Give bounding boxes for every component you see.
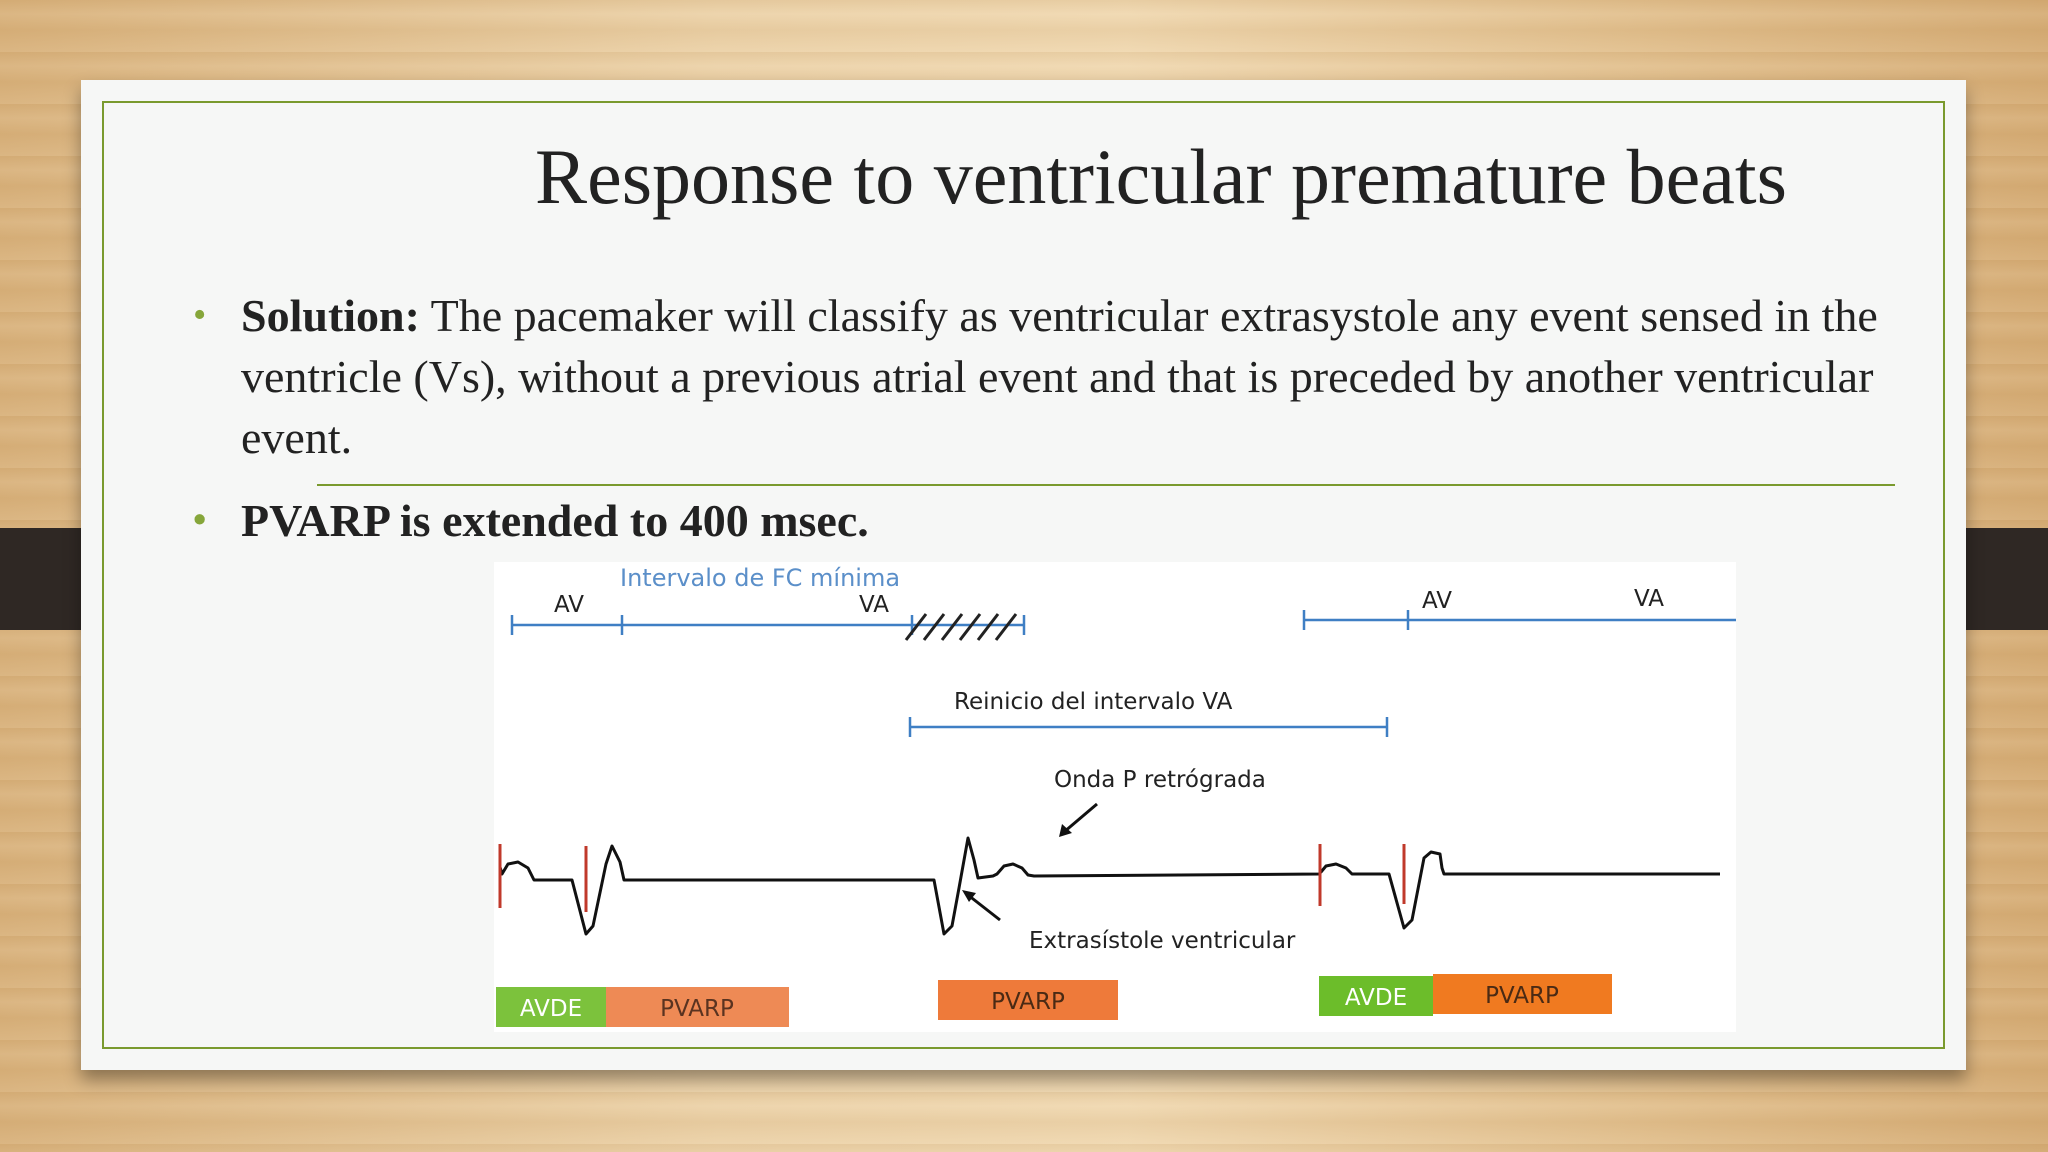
va-label-1: VA [859, 592, 889, 618]
va-label-2: VA [1634, 586, 1664, 612]
svg-text:AVDE: AVDE [1344, 985, 1408, 1011]
bullet-pvarp-text: PVARP is extended to 400 msec. [241, 495, 869, 546]
diagram-background [494, 562, 1736, 1032]
timing-bar-pvarp-3 [1433, 974, 1612, 1014]
text-underline [317, 484, 1895, 486]
retrograde-p-label: Onda P retrógrada [1054, 767, 1266, 793]
bullet-list [193, 285, 1953, 551]
va-reset-label: Reinicio del intervalo VA [954, 689, 1233, 715]
timing-bar-pvarp-2 [938, 980, 1118, 1020]
bullet-solution-text: The pacemaker will classify as ventricular extrasystole any event sensed in the ventricle (Vs), without a previous atrial event and that is preceded by another ventricular event. [241, 290, 1878, 463]
timing-bar-avde-1 [496, 987, 606, 1027]
bullet-pvarp [193, 490, 1953, 551]
slide [81, 80, 1966, 1070]
bullet-dot-icon: • [193, 499, 207, 541]
extrasystole-label: Extrasístole ventricular [1029, 928, 1296, 954]
svg-text:PVARP: PVARP [1485, 983, 1559, 1009]
pacing-timing-diagram [494, 562, 1736, 1032]
timing-bar-avde-2 [1319, 976, 1433, 1016]
av-label-1: AV [554, 592, 584, 618]
svg-text:PVARP: PVARP [660, 996, 734, 1022]
bullet-solution-label: Solution: [241, 290, 420, 341]
bullet-dot-icon: • [193, 294, 207, 336]
bullet-solution [193, 285, 1953, 468]
svg-text:AVDE: AVDE [519, 996, 583, 1022]
svg-text:PVARP: PVARP [991, 989, 1065, 1015]
slide-title: Response to ventricular premature beats [535, 133, 1787, 220]
timing-bar-pvarp-1 [606, 987, 789, 1027]
min-rate-interval-label: Intervalo de FC mínima [620, 564, 901, 592]
av-label-2: AV [1422, 588, 1452, 614]
